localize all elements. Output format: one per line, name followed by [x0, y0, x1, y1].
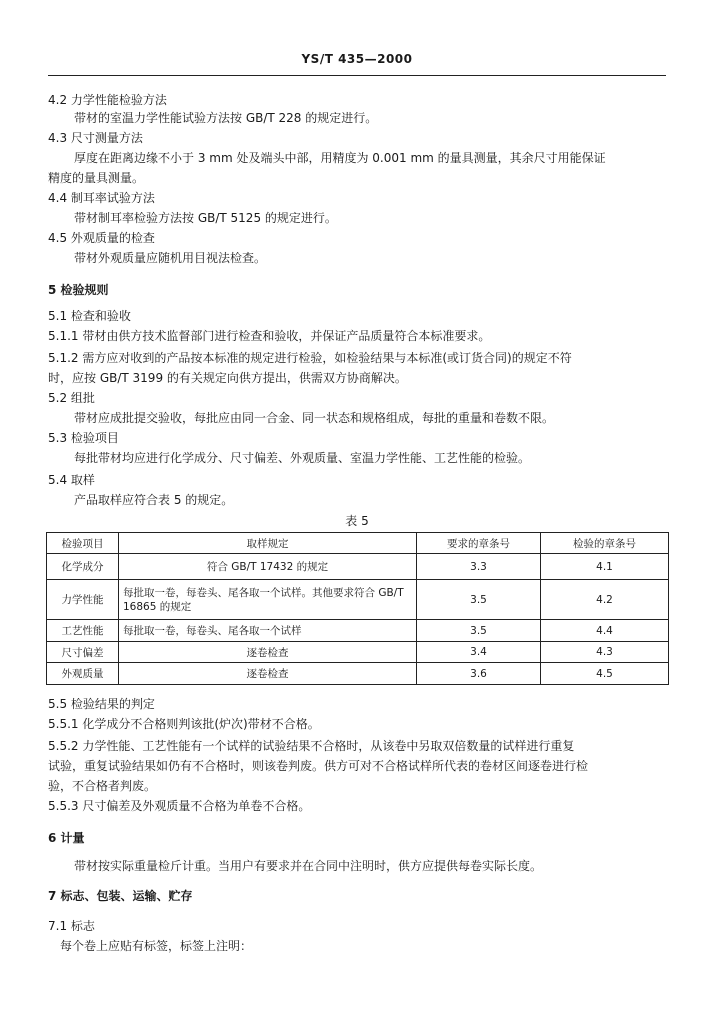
- clause-4-5-heading: 4.5 外观质量的检查: [48, 231, 155, 245]
- clause-5-5-3-text: 5.5.3 尺寸偏差及外观质量不合格为单卷不合格。: [48, 799, 311, 813]
- cell-item: 外观质量: [47, 663, 119, 685]
- clause-5-5-2-text-end: 验，不合格者判废。: [48, 779, 157, 793]
- cell-test: 4.3: [541, 642, 669, 663]
- table-header-row: [47, 533, 669, 554]
- cell-rule: 符合 GB/T 17432 的规定: [119, 554, 417, 580]
- header-rule: [48, 75, 666, 76]
- clause-4-2-heading: 4.2 力学性能检验方法: [48, 93, 167, 107]
- clause-4-3-text: 厚度在距离边缘不小于 3 mm 处及端头中部，用精度为 0.001 mm 的量具测量，其余尺寸用能保证: [74, 151, 606, 165]
- cell-item: 工艺性能: [47, 620, 119, 642]
- table-row: [47, 620, 669, 642]
- cell-req: 3.6: [417, 663, 541, 685]
- clause-5-1-2-text: 5.1.2 需方应对收到的产品按本标准的规定进行检验，如检验结果与本标准(或订货合同)的规定不符: [48, 351, 572, 365]
- clause-7-1-text: 每个卷上应贴有标签，标签上注明：: [60, 939, 253, 953]
- clause-5-4-heading: 5.4 取样: [48, 473, 95, 487]
- clause-5-5-1-text: 5.5.1 化学成分不合格则判该批(炉次)带材不合格。: [48, 717, 320, 731]
- clause-4-2-text: 带材的室温力学性能试验方法按 GB/T 228 的规定进行。: [74, 111, 378, 125]
- clause-7-1-heading: 7.1 标志: [48, 919, 95, 933]
- cell-item: 尺寸偏差: [47, 642, 119, 663]
- clause-5-3-heading: 5.3 检验项目: [48, 431, 119, 445]
- clause-4-3-heading: 4.3 尺寸测量方法: [48, 131, 143, 145]
- clause-5-1-1-text: 5.1.1 带材由供方技术监督部门进行检查和验收，并保证产品质量符合本标准要求。: [48, 329, 491, 343]
- cell-test: 4.5: [541, 663, 669, 685]
- standard-code-header: YS/T 435—2000: [301, 52, 413, 66]
- clause-5-5-heading: 5.5 检验结果的判定: [48, 697, 155, 711]
- header-rule: 取样规定: [119, 533, 417, 554]
- table-row: [47, 554, 669, 580]
- table-row: [47, 580, 669, 620]
- cell-req: 3.5: [417, 620, 541, 642]
- cell-rule: 每批取一卷，每卷头、尾各取一个试样。其他要求符合 GB/T 16865 的规定: [119, 580, 417, 620]
- cell-test: 4.4: [541, 620, 669, 642]
- cell-req: 3.3: [417, 554, 541, 580]
- header-item: 检验项目: [47, 533, 119, 554]
- header-test-clause: 检验的章条号: [541, 533, 669, 554]
- section-6-heading: 6 计量: [48, 831, 85, 845]
- clause-5-3-text: 每批带材均应进行化学成分、尺寸偏差、外观质量、室温力学性能、工艺性能的检验。: [74, 451, 531, 465]
- clause-5-2-heading: 5.2 组批: [48, 391, 95, 405]
- clause-5-4-text: 产品取样应符合表 5 的规定。: [74, 493, 234, 507]
- cell-test: 4.2: [541, 580, 669, 620]
- cell-rule: 每批取一卷，每卷头、尾各取一个试样: [119, 620, 417, 642]
- cell-item: 化学成分: [47, 554, 119, 580]
- clause-5-1-2-text-cont: 时，应按 GB/T 3199 的有关规定向供方提出，供需双方协商解决。: [48, 371, 407, 385]
- cell-req: 3.5: [417, 580, 541, 620]
- clause-5-5-2-text-cont: 试验，重复试验结果如仍有不合格时，则该卷判废。供方可对不合格试样所代表的卷材区间逐卷进行检: [48, 759, 589, 773]
- table-row: [47, 663, 669, 685]
- clause-5-5-2-text: 5.5.2 力学性能、工艺性能有一个试样的试验结果不合格时，从该卷中另取双倍数量的试样进行重复: [48, 739, 575, 753]
- cell-item: 力学性能: [47, 580, 119, 620]
- clause-5-1-heading: 5.1 检查和验收: [48, 309, 131, 323]
- section-5-heading: 5 检验规则: [48, 283, 109, 297]
- clause-5-2-text: 带材应成批提交验收，每批应由同一合金、同一状态和规格组成，每批的重量和卷数不限。: [74, 411, 555, 425]
- sampling-table: [46, 532, 669, 685]
- clause-4-3-text-cont: 精度的量具测量。: [48, 171, 145, 185]
- section-7-heading: 7 标志、包装、运输、贮存: [48, 889, 193, 903]
- table-row: [47, 642, 669, 663]
- header-required-clause: 要求的章条号: [417, 533, 541, 554]
- cell-rule: 逐卷检查: [119, 663, 417, 685]
- cell-rule: 逐卷检查: [119, 642, 417, 663]
- cell-test: 4.1: [541, 554, 669, 580]
- clause-4-5-text: 带材外观质量应随机用目视法检查。: [74, 251, 267, 265]
- table-5-caption: 表 5: [345, 514, 369, 528]
- clause-4-4-text: 带材制耳率检验方法按 GB/T 5125 的规定进行。: [74, 211, 337, 225]
- cell-req: 3.4: [417, 642, 541, 663]
- clause-4-4-heading: 4.4 制耳率试验方法: [48, 191, 155, 205]
- section-6-text: 带材按实际重量检斤计重。当用户有要求并在合同中注明时，供方应提供每卷实际长度。: [74, 859, 543, 873]
